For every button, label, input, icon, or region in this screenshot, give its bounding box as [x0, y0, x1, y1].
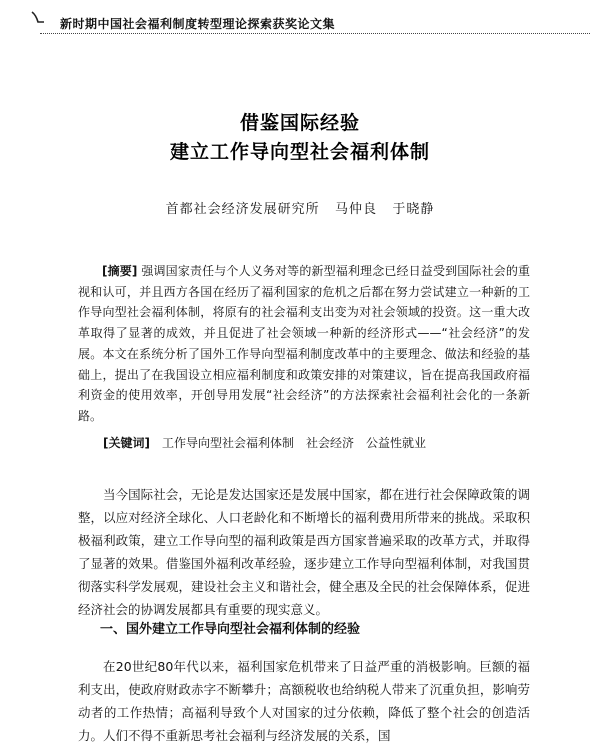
keyword-item: 公益性就业 [366, 436, 427, 450]
header-bracket-icon [30, 9, 46, 31]
section-heading-1: 一、国外建立工作导向型社会福利体制的经验 [100, 622, 361, 637]
keywords [103, 434, 533, 451]
abstract-text: 强调国家责任与个人义务对等的新型福利理念已经日益受到国际社会的重视和认可，并且西方各国在经历了福利国家的危机之后都在努力尝试建立一种新的工作导向型社会福利体制，将原有的社会福利支出变为对社会领域的投资。这一重大改革取得了显著的成效，并且促进了社会领域一种新的经济形式——“社会经济”的发展。本文在系统分析了国外工作导向型福利制度改革中的主要理念、做法和经验的基础上，提出了在我国设立相应福利制度和政策安排的对策建议，旨在提高我国政府福利资金的使用效率，开创导用发展“社会经济”的方法探索社会福利社会化的一条新路。 [78, 264, 530, 423]
abstract-tag: [摘要] [102, 264, 138, 278]
keyword-item: 工作导向型社会福利体制 [161, 436, 294, 450]
keyword-item: 社会经济 [306, 436, 355, 450]
title-line-1: 借鉴国际经验 [239, 112, 360, 134]
title-line-2: 建立工作导向型社会福利体制 [169, 141, 430, 163]
running-header: 新时期中国社会福利制度转型理论探索获奖论文集 [60, 17, 336, 31]
header-rule [40, 33, 590, 34]
body-paragraph-1: 当今国际社会，无论是发达国家还是发展中国家，都在进行社会保障政策的调整，以应对经济全球化、人口老龄化和不断增长的福利费用所带来的挑战。采取积极福利政策，建立工作导向型的福利政策是西方国家普遍采取的改革方式，并取得了显著的效果。借鉴国外福利改革经验，逐步建立工作导向型福利体制，对我国贯彻落实科学发展观，建设社会主义和谐社会，健全惠及全民的社会保障体系，促进经济社会的协调发展都具有重要的现实意义。 [78, 487, 530, 617]
authors-line: 首都社会经济发展研究所 马仲良 于晓静 [165, 202, 435, 217]
keywords-tag: [关键词] [103, 436, 150, 450]
abstract [78, 261, 530, 427]
body-paragraph-2: 在20世纪80年代以来，福利国家危机带来了日益严重的消极影响。巨额的福利支出，使政府财政赤字不断攀升；高额税收也给纳税人带来了沉重负担，影响劳动者的工作热情；高福利导致个人对国家的过分依赖，降低了整个社会的创造活力。人们不得不重新思考社会福利与经济发展的关系，国 [78, 659, 530, 743]
